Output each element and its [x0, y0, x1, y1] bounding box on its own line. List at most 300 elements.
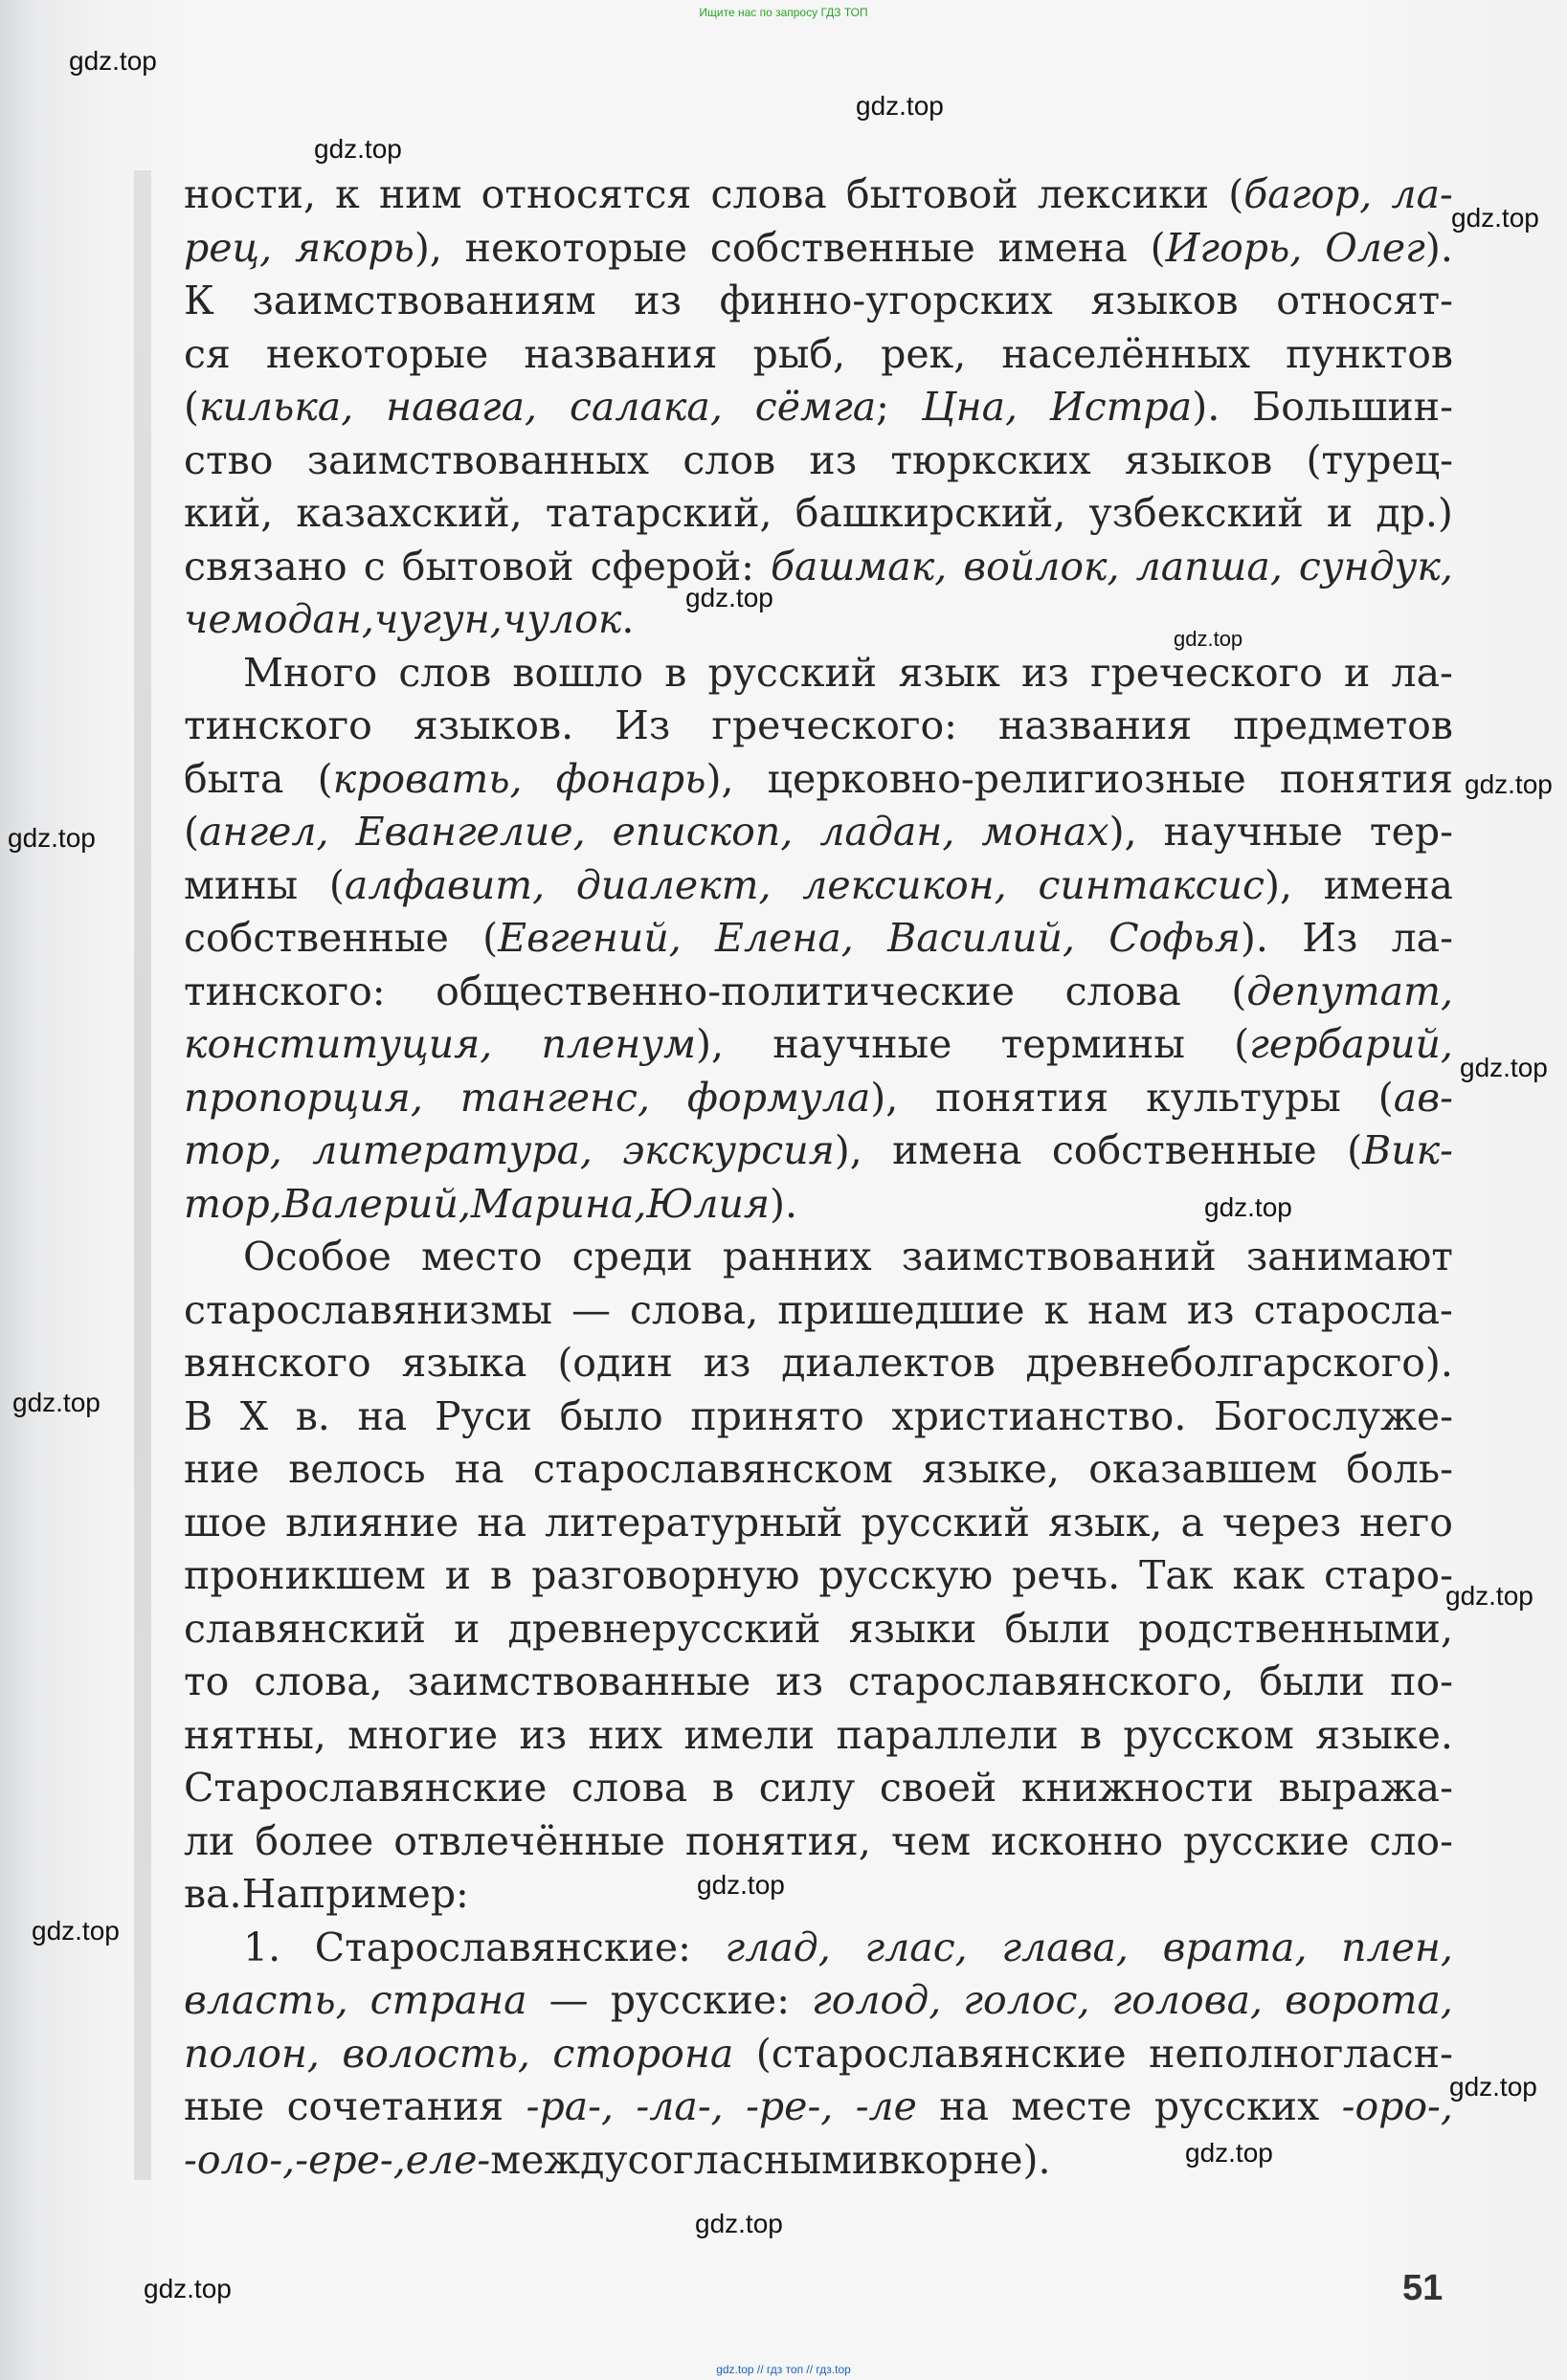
- text-token: древнеболгарского).: [1025, 1340, 1453, 1386]
- word: [881, 328, 966, 382]
- word: [1187, 1284, 1235, 1338]
- word: [296, 1390, 330, 1444]
- text-line: [184, 1337, 1453, 1390]
- word: [184, 1497, 267, 1550]
- text-token: заимствованные: [407, 1658, 751, 1704]
- word: [242, 1868, 469, 1922]
- example-word: голод,: [812, 1977, 942, 2023]
- word: [184, 1762, 547, 1815]
- word: [184, 1124, 282, 1178]
- text-token: быта: [184, 755, 284, 802]
- word: [1048, 1497, 1163, 1550]
- text-token: ним: [378, 171, 462, 217]
- word: [1324, 859, 1453, 913]
- word: [1233, 700, 1453, 753]
- word: [481, 168, 692, 222]
- text-token: речь.: [1012, 1552, 1121, 1598]
- word: [1347, 1124, 1453, 1178]
- word: [1376, 487, 1453, 541]
- word: [184, 541, 347, 594]
- example-word: лексикон,: [802, 861, 1007, 908]
- word: [998, 222, 1128, 276]
- text-token: языков: [1090, 278, 1239, 323]
- word: [507, 1603, 820, 1657]
- word: [184, 328, 231, 382]
- text-token: тер-: [1369, 809, 1453, 855]
- text-token: из: [703, 1340, 751, 1386]
- text-token: старославянского,: [848, 1658, 1235, 1704]
- word: [768, 753, 1246, 807]
- example-word: врата,: [1162, 1924, 1308, 1970]
- text-token: Старославянские:: [314, 1924, 691, 1970]
- word: [588, 1709, 662, 1763]
- word: [902, 1231, 1217, 1284]
- word: [386, 381, 537, 434]
- text-token: (: [482, 915, 499, 961]
- word: [282, 1178, 471, 1232]
- example-word: Елена,: [715, 915, 854, 961]
- example-word: сундук,: [1298, 543, 1453, 589]
- word: [802, 859, 1006, 913]
- word: [184, 700, 372, 753]
- word: [622, 1124, 862, 1178]
- word: [1346, 1443, 1453, 1497]
- word: [570, 381, 723, 434]
- text-token: ли: [184, 1817, 235, 1864]
- text-token: было: [559, 1392, 663, 1439]
- word: [524, 328, 717, 382]
- word: [288, 1443, 425, 1497]
- text-token: русский: [707, 649, 878, 696]
- word: [627, 2134, 878, 2188]
- text-token: из: [1021, 649, 1069, 696]
- word: [1001, 328, 1250, 382]
- word: [490, 2134, 627, 2188]
- text-token: слова: [710, 171, 827, 217]
- text-token: чем: [890, 1817, 972, 1864]
- text-token: ),: [705, 755, 734, 802]
- word: [347, 1709, 498, 1763]
- word: [184, 2028, 320, 2081]
- word: [613, 806, 794, 859]
- word: [533, 1443, 893, 1497]
- text-token: ранних: [722, 1234, 872, 1279]
- page-number: 51: [1402, 2268, 1444, 2308]
- example-word: ворота,: [1285, 1977, 1453, 2023]
- text-token: (турец-: [1306, 436, 1453, 483]
- text-token: многие: [347, 1711, 499, 1758]
- text-token: месте: [1011, 2083, 1132, 2129]
- text-token: на: [454, 1446, 504, 1492]
- example-word: чугун,: [373, 596, 503, 642]
- word: [1306, 434, 1453, 488]
- example-word: Валерий,: [281, 1180, 471, 1227]
- text-token: литературный: [545, 1499, 843, 1546]
- text-line: [184, 1709, 1453, 1763]
- watermark: gdz.top: [1174, 627, 1243, 651]
- word: [184, 222, 272, 276]
- text-token: Руси: [434, 1392, 532, 1439]
- text-token: языке.: [1315, 1711, 1453, 1758]
- word: [1214, 1390, 1453, 1444]
- text-token: с: [363, 543, 386, 589]
- word: [781, 1337, 995, 1390]
- example-word: гербарий,: [1249, 1021, 1453, 1067]
- text-token: и: [1326, 490, 1354, 536]
- text-line: [184, 1974, 1453, 2028]
- text-token: на: [477, 1499, 527, 1546]
- text-token: греческого: [1089, 649, 1323, 696]
- text-token: (старославянские: [755, 2030, 1127, 2077]
- word: [184, 2080, 264, 2134]
- word: [1180, 1497, 1203, 1550]
- word: [184, 1709, 326, 1763]
- word: [878, 2134, 900, 2188]
- text-token: среди: [571, 1234, 693, 1279]
- word: [1252, 381, 1453, 434]
- word: [335, 168, 360, 222]
- text-token: по-: [1390, 1658, 1453, 1704]
- example-word: голос,: [963, 1977, 1090, 2023]
- word: [1163, 1922, 1308, 1975]
- word: [295, 222, 442, 276]
- word: [184, 275, 214, 328]
- example-word: сторона: [552, 2030, 734, 2077]
- text-token: имена: [1323, 861, 1453, 908]
- word: [634, 275, 682, 328]
- word: [1025, 1337, 1452, 1390]
- text-line: [184, 487, 1453, 541]
- text-token: научные: [1163, 809, 1343, 855]
- word: [746, 2080, 833, 2134]
- word: [526, 2080, 614, 2134]
- word: [880, 1762, 996, 1815]
- word: [307, 434, 649, 488]
- text-token: неполногласн-: [1149, 2030, 1453, 2077]
- word: [266, 328, 488, 382]
- example-word: -ле: [855, 2083, 917, 2129]
- text-token: научные: [772, 1021, 952, 1067]
- word: [445, 1549, 471, 1603]
- word: [998, 700, 1192, 753]
- word: [683, 434, 775, 488]
- word: [546, 487, 772, 541]
- text-token: Особое: [243, 1234, 392, 1279]
- word: [891, 1815, 971, 1869]
- word: [1302, 912, 1357, 966]
- text-token: Например:: [241, 1871, 469, 1917]
- text-token: (: [1150, 224, 1166, 271]
- text-token: старо-: [1324, 1552, 1453, 1598]
- word: [981, 806, 1136, 859]
- word: [490, 1549, 512, 1603]
- example-word: Цна,: [921, 384, 1019, 430]
- text-line: [184, 381, 1453, 434]
- text-token: язык: [898, 649, 1000, 696]
- word: [1080, 1709, 1102, 1763]
- word: [900, 2134, 1050, 2188]
- word: [690, 1390, 863, 1444]
- word: [1151, 222, 1303, 276]
- example-word: формула: [686, 1074, 871, 1121]
- text-line: [184, 2028, 1453, 2081]
- example-word: чулок: [502, 596, 622, 642]
- text-token: бытовой: [845, 171, 1019, 217]
- example-word: голова,: [1111, 1977, 1264, 2023]
- text-token: понятия: [935, 1074, 1109, 1121]
- text-token: предметов: [1233, 702, 1453, 748]
- word: [1011, 2080, 1131, 2134]
- text-token: нам: [1087, 1286, 1168, 1333]
- word: [318, 753, 523, 807]
- text-token: согласными: [627, 2136, 879, 2183]
- text-token: ности,: [184, 171, 317, 217]
- word: [1052, 1124, 1317, 1178]
- text-token: из: [634, 278, 682, 323]
- example-word: чемодан,: [184, 596, 374, 642]
- text-token: относят-: [1276, 278, 1453, 323]
- text-token: ).: [1424, 224, 1453, 271]
- text-token: в: [664, 649, 687, 696]
- example-word: глад,: [725, 1924, 831, 1970]
- example-word: власть,: [184, 1977, 348, 2023]
- text-token: относятся: [481, 171, 692, 217]
- word: [184, 753, 283, 807]
- text-line: [184, 1443, 1453, 1497]
- text-token: были: [1004, 1605, 1111, 1652]
- word: [1324, 1549, 1453, 1603]
- word: [471, 1178, 647, 1232]
- word: [184, 1072, 423, 1125]
- text-token: (: [317, 755, 333, 802]
- word: [1125, 434, 1272, 488]
- text-line: [184, 1124, 1453, 1178]
- watermark: gdz.top: [1185, 2138, 1273, 2168]
- word: [1149, 2028, 1453, 2081]
- text-token: параллели: [836, 1711, 1059, 1758]
- word: [685, 1815, 871, 1869]
- text-token: лексики: [1037, 171, 1210, 217]
- text-line: [184, 168, 1453, 222]
- text-token: ),: [834, 1127, 862, 1173]
- text-token: узбекский: [1088, 490, 1304, 536]
- text-token: из: [809, 436, 858, 483]
- word: [1341, 1922, 1453, 1975]
- example-word: Олег: [1325, 224, 1425, 271]
- text-token: ла-: [1391, 915, 1453, 961]
- example-word: -ра-,: [526, 2083, 615, 2129]
- text-token: в: [711, 1765, 735, 1811]
- word: [1286, 328, 1453, 382]
- example-word: экскурсия: [622, 1127, 835, 1173]
- text-token: собственные: [709, 224, 975, 271]
- text-token: как: [1232, 1552, 1306, 1598]
- text-token: (: [1231, 968, 1247, 1014]
- word: [720, 275, 1053, 328]
- word: [1090, 275, 1238, 328]
- word: [795, 487, 1066, 541]
- text-token: заимствований: [901, 1234, 1217, 1279]
- word: [465, 222, 687, 276]
- word: [454, 1603, 480, 1657]
- word: [1001, 1922, 1129, 1975]
- example-word: монах: [981, 809, 1109, 855]
- word: [556, 753, 734, 807]
- example-word: Вик-: [1362, 1127, 1453, 1173]
- example-word: сёмга: [754, 384, 877, 430]
- word: [1392, 647, 1453, 701]
- bottom-banner[interactable]: gdz.top // гдз топ // гдз.top: [716, 2363, 851, 2376]
- word: [184, 1443, 259, 1497]
- text-token: названия: [998, 702, 1193, 748]
- example-word: рец,: [184, 224, 273, 271]
- text-token: русские:: [610, 1977, 791, 2023]
- watermark: gdz.top: [697, 1870, 785, 1900]
- word: [184, 1868, 242, 1922]
- text-line: [184, 1497, 1453, 1550]
- example-word: фонарь: [555, 755, 706, 802]
- watermark: gdz.top: [12, 1388, 101, 1417]
- text-token: старославянизмы: [184, 1286, 552, 1333]
- example-word: тангенс,: [459, 1074, 651, 1121]
- word: [759, 1762, 855, 1815]
- example-word: войлок,: [963, 543, 1120, 589]
- word: [1359, 1497, 1453, 1550]
- word: [891, 1390, 1186, 1444]
- text-token: сочетания: [286, 2083, 504, 2129]
- text-token: шое: [184, 1499, 268, 1546]
- text-token: тюркских: [890, 436, 1091, 483]
- word: [436, 966, 1015, 1019]
- word: [1012, 1549, 1120, 1603]
- text-token: (: [1228, 171, 1244, 217]
- word: [184, 381, 353, 434]
- word: [963, 1974, 1089, 2028]
- text-token: в: [878, 2136, 901, 2183]
- word: [922, 381, 1018, 434]
- word: [846, 168, 1019, 222]
- word: [572, 1231, 693, 1284]
- watermark: gdz.top: [1451, 203, 1539, 233]
- example-word: глава,: [1001, 1924, 1129, 1970]
- text-token: ство: [184, 436, 274, 483]
- word: [708, 647, 878, 701]
- text-token: своей: [879, 1765, 997, 1811]
- text-token: ).: [1240, 915, 1268, 961]
- text-token: имели: [683, 1711, 816, 1758]
- word: [1139, 1549, 1213, 1603]
- text-token: разговорную: [531, 1552, 800, 1598]
- example-word: -ре-,: [746, 2083, 834, 2129]
- word: [939, 2080, 989, 2134]
- word: [560, 1390, 663, 1444]
- text-token: термины: [1000, 1021, 1185, 1067]
- text-token: родственными,: [1138, 1605, 1453, 1652]
- word: [892, 1124, 1021, 1178]
- word: [254, 1656, 382, 1709]
- example-word: пропорция,: [184, 1074, 423, 1121]
- word: [1038, 168, 1209, 222]
- word: [664, 647, 686, 701]
- word: [1154, 2080, 1319, 2134]
- text-token: —: [548, 1977, 589, 2023]
- word: [712, 1762, 734, 1815]
- example-word: конституция,: [184, 1021, 493, 1067]
- word: [408, 1656, 751, 1709]
- text-token: церковно-религиозные: [767, 755, 1246, 802]
- text-token: ва.: [184, 1871, 242, 1917]
- word: [1108, 912, 1268, 966]
- text-token: сло-: [1369, 1817, 1453, 1864]
- text-token: Много: [243, 649, 378, 696]
- word: [611, 1974, 790, 2028]
- text-token: слов: [398, 649, 492, 696]
- text-token: (: [184, 809, 199, 855]
- text-token: общественно-политические: [436, 968, 1016, 1014]
- watermark: gdz.top: [1445, 1581, 1533, 1611]
- text-token: заимствованных: [306, 436, 650, 483]
- word: [435, 1390, 532, 1444]
- text-token: оказавшем: [1088, 1446, 1318, 1492]
- text-token: слов: [683, 436, 776, 483]
- word: [1222, 1497, 1341, 1550]
- text-token: а: [1180, 1499, 1204, 1546]
- word: [1370, 806, 1453, 859]
- example-word: диалект,: [575, 861, 772, 908]
- text-token: языков: [1124, 436, 1273, 483]
- example-word: епископ,: [612, 809, 794, 855]
- word: [571, 1762, 687, 1815]
- word: [1325, 222, 1453, 276]
- text-token: ).: [770, 1180, 798, 1227]
- text-token: к: [1043, 1286, 1069, 1333]
- text-token: русском: [1123, 1711, 1294, 1758]
- word: [1280, 753, 1453, 807]
- word: [809, 434, 857, 488]
- word: [243, 647, 377, 701]
- text-token: через: [1221, 1499, 1342, 1546]
- word: [1231, 966, 1453, 1019]
- word: [683, 1709, 815, 1763]
- word: [576, 859, 772, 913]
- word: [1276, 275, 1453, 328]
- text-token: древнерусский: [507, 1605, 821, 1652]
- text-token: ные: [184, 2083, 265, 2129]
- text-token: ся: [184, 330, 231, 377]
- text-token: тинского:: [184, 968, 386, 1014]
- text-token: X: [239, 1392, 269, 1439]
- top-banner[interactable]: Ищите нас по запросу ГДЗ ТОП: [699, 6, 868, 19]
- text-line: [184, 434, 1453, 488]
- text-token: и: [1343, 649, 1371, 696]
- watermark: gdz.top: [1204, 1192, 1292, 1222]
- text-token: башкирский,: [795, 490, 1066, 536]
- example-word: Юлия: [646, 1180, 771, 1227]
- word: [615, 700, 670, 753]
- text-token: др.): [1376, 490, 1453, 536]
- word: [935, 1072, 1108, 1125]
- word: [1228, 168, 1372, 222]
- word: [482, 912, 682, 966]
- watermark: gdz.top: [1465, 769, 1553, 799]
- word: [775, 1656, 823, 1709]
- text-token: в: [1079, 1711, 1103, 1758]
- word: [1254, 1284, 1453, 1338]
- example-word: волость,: [342, 2030, 530, 2077]
- word: [1259, 1656, 1365, 1709]
- text-line: [184, 1868, 1453, 1922]
- example-word: литература,: [312, 1127, 593, 1173]
